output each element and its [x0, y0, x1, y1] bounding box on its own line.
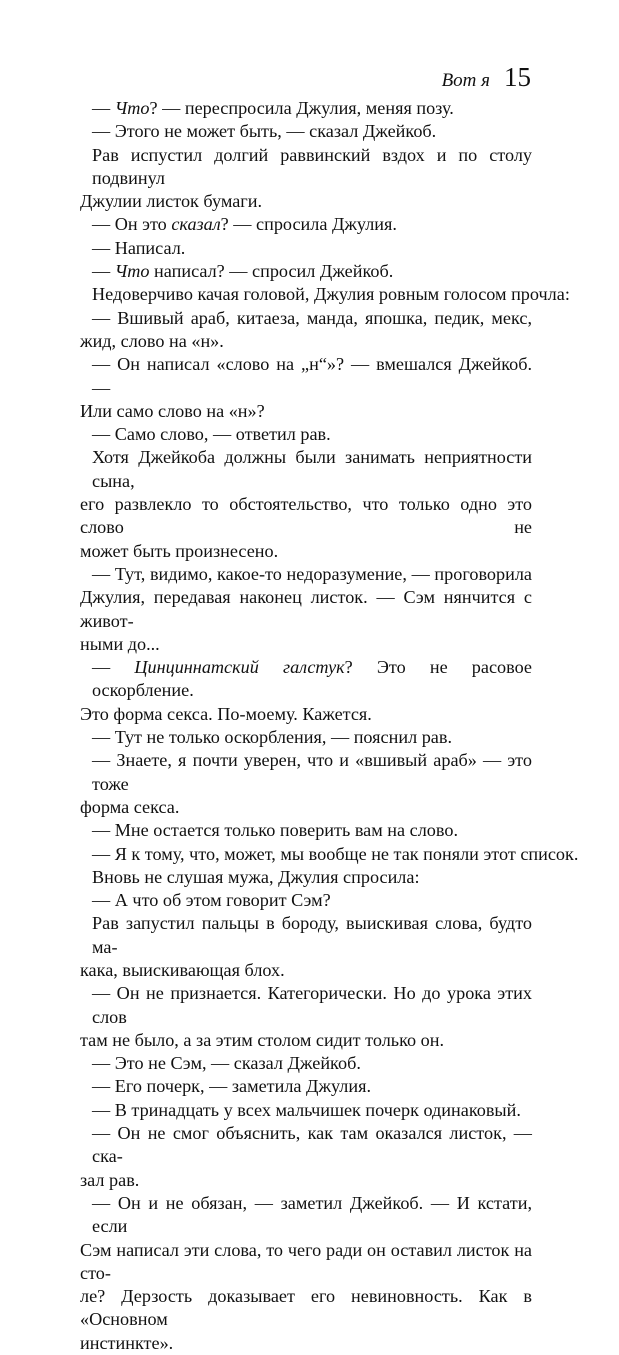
body-text: [80, 97, 579, 1355]
text-line: Джулии листок бумаги.: [80, 191, 263, 212]
text-line: — Это не Сэм, — сказал Джейкоб.: [92, 1053, 361, 1074]
line-text-start: —: [92, 657, 135, 678]
line-text-end: ? Это не расовое оскорбление.: [92, 657, 532, 701]
text-line: — Вшивый араб, китаеза, манда, япошка, педик, мекс,: [92, 307, 532, 328]
text-line: — Написал.: [92, 237, 186, 258]
paragraph: [80, 144, 532, 214]
paragraph: [80, 1122, 532, 1192]
paragraph: [80, 819, 532, 842]
text-line: — Знаете, я почти уверен, что и «вшивый араб» — это тоже: [92, 750, 532, 794]
text-line: [80, 97, 532, 120]
text-line: Или само слово на «н»?: [80, 400, 265, 421]
paragraph: [80, 307, 532, 354]
text-line: Джулия, передавая наконец листок. — Сэм нянчится с живот-: [80, 587, 532, 631]
text-line: кака, выискивающая блох.: [80, 959, 285, 980]
text-line: — Он написал «слово на „н“»? — вмешался Джейкоб. —: [92, 354, 532, 398]
text-line: — Он не смог объяснить, как там оказался листок, — ска-: [92, 1123, 532, 1167]
text-line: [80, 260, 532, 283]
text-line: зал рав.: [80, 1169, 140, 1190]
line-text-end: написал? — спросил Джейкоб.: [149, 261, 394, 282]
text-line: форма секса.: [80, 796, 180, 817]
text-line: ными до...: [80, 633, 160, 654]
paragraph: [80, 726, 532, 749]
text-line: Хотя Джейкоба должны были занимать неприятности сына,: [92, 447, 532, 491]
paragraph: [80, 353, 532, 423]
text-line: там не было, а за этим столом сидит только он.: [80, 1029, 445, 1050]
emphasized-word: Что: [114, 261, 150, 282]
paragraph: [80, 866, 532, 889]
paragraph: [80, 283, 570, 306]
page-number: 15: [504, 62, 531, 92]
text-line: — Он не признается. Категорически. Но до урока этих слов: [92, 983, 532, 1027]
paragraph: [80, 213, 532, 236]
line-text-start: — Он это: [92, 214, 172, 235]
paragraph: [80, 260, 532, 283]
emphasized-word: сказал: [171, 214, 221, 235]
text-line: — А что об этом говорит Сэм?: [92, 890, 331, 911]
text-line: инстинкте».: [80, 1332, 174, 1353]
text-line: ле? Дерзость доказывает его невиновность. Как в «Основном: [80, 1286, 532, 1330]
text-line: Сэм написал эти слова, то чего ради он оставил листок на сто-: [80, 1239, 532, 1283]
paragraph: [80, 982, 532, 1052]
paragraph: [80, 1099, 532, 1122]
paragraph: [80, 912, 532, 982]
paragraph: [80, 656, 532, 726]
emphasized-word: Что: [114, 98, 150, 118]
text-line: Недоверчиво качая головой, Джулия ровным голосом прочла:: [92, 284, 570, 305]
paragraph: [80, 237, 532, 260]
text-line: Вновь не слушая мужа, Джулия спросила:: [92, 866, 420, 887]
paragraph: [80, 1052, 532, 1075]
running-title: Вот я: [441, 70, 490, 91]
text-line: — Само слово, — ответил рав.: [92, 424, 331, 445]
paragraph: [80, 749, 532, 819]
paragraph: [80, 446, 532, 562]
text-line: Рав испустил долгий раввинский вздох и по столу подвинул: [92, 144, 532, 188]
text-line: — Его почерк, — заметила Джулия.: [92, 1076, 372, 1097]
paragraph: [80, 120, 532, 143]
paragraph: [80, 1075, 532, 1098]
paragraph: [80, 843, 579, 866]
line-text-start: —: [92, 261, 115, 282]
paragraph: [80, 889, 532, 912]
text-line: — Я к тому, что, может, мы вообще не так поняли этот список.: [92, 843, 579, 864]
line-text-end: ? — переспросила Джулия, меняя позу.: [149, 98, 454, 118]
text-line: — Тут, видимо, какое-то недоразумение, — проговорила: [92, 563, 532, 584]
paragraph: [80, 423, 532, 446]
running-header: [442, 64, 531, 92]
paragraph: [80, 563, 532, 656]
text-line: может быть произнесено.: [80, 540, 279, 561]
text-line: — Этого не может быть, — сказал Джейкоб.: [92, 121, 437, 142]
text-line: его развлекло то обстоятельство, что только одно это слово не: [80, 494, 532, 538]
text-line: — В тринадцать у всех мальчишек почерк одинаковый.: [92, 1099, 521, 1120]
paragraph: [80, 1192, 532, 1355]
text-line: [80, 213, 532, 236]
emphasized-word: Цинциннатский галстук: [134, 657, 345, 678]
text-line: Это форма секса. По-моему. Кажется.: [80, 703, 372, 724]
text-line: — Он и не обязан, — заметил Джейкоб. — И кстати, если: [92, 1192, 532, 1237]
text-line: жид, слово на «н».: [80, 330, 224, 351]
text-line: [80, 656, 532, 703]
text-line: — Тут не только оскорбления, — пояснил рав.: [92, 727, 452, 748]
text-line: — Мне остается только поверить вам на слово.: [92, 820, 459, 841]
line-text-end: ? — спросила Джулия.: [220, 214, 397, 235]
line-text-start: —: [92, 98, 115, 118]
text-line: Рав запустил пальцы в бороду, выискивая слова, будто ма-: [92, 913, 532, 957]
paragraph: [80, 97, 532, 120]
